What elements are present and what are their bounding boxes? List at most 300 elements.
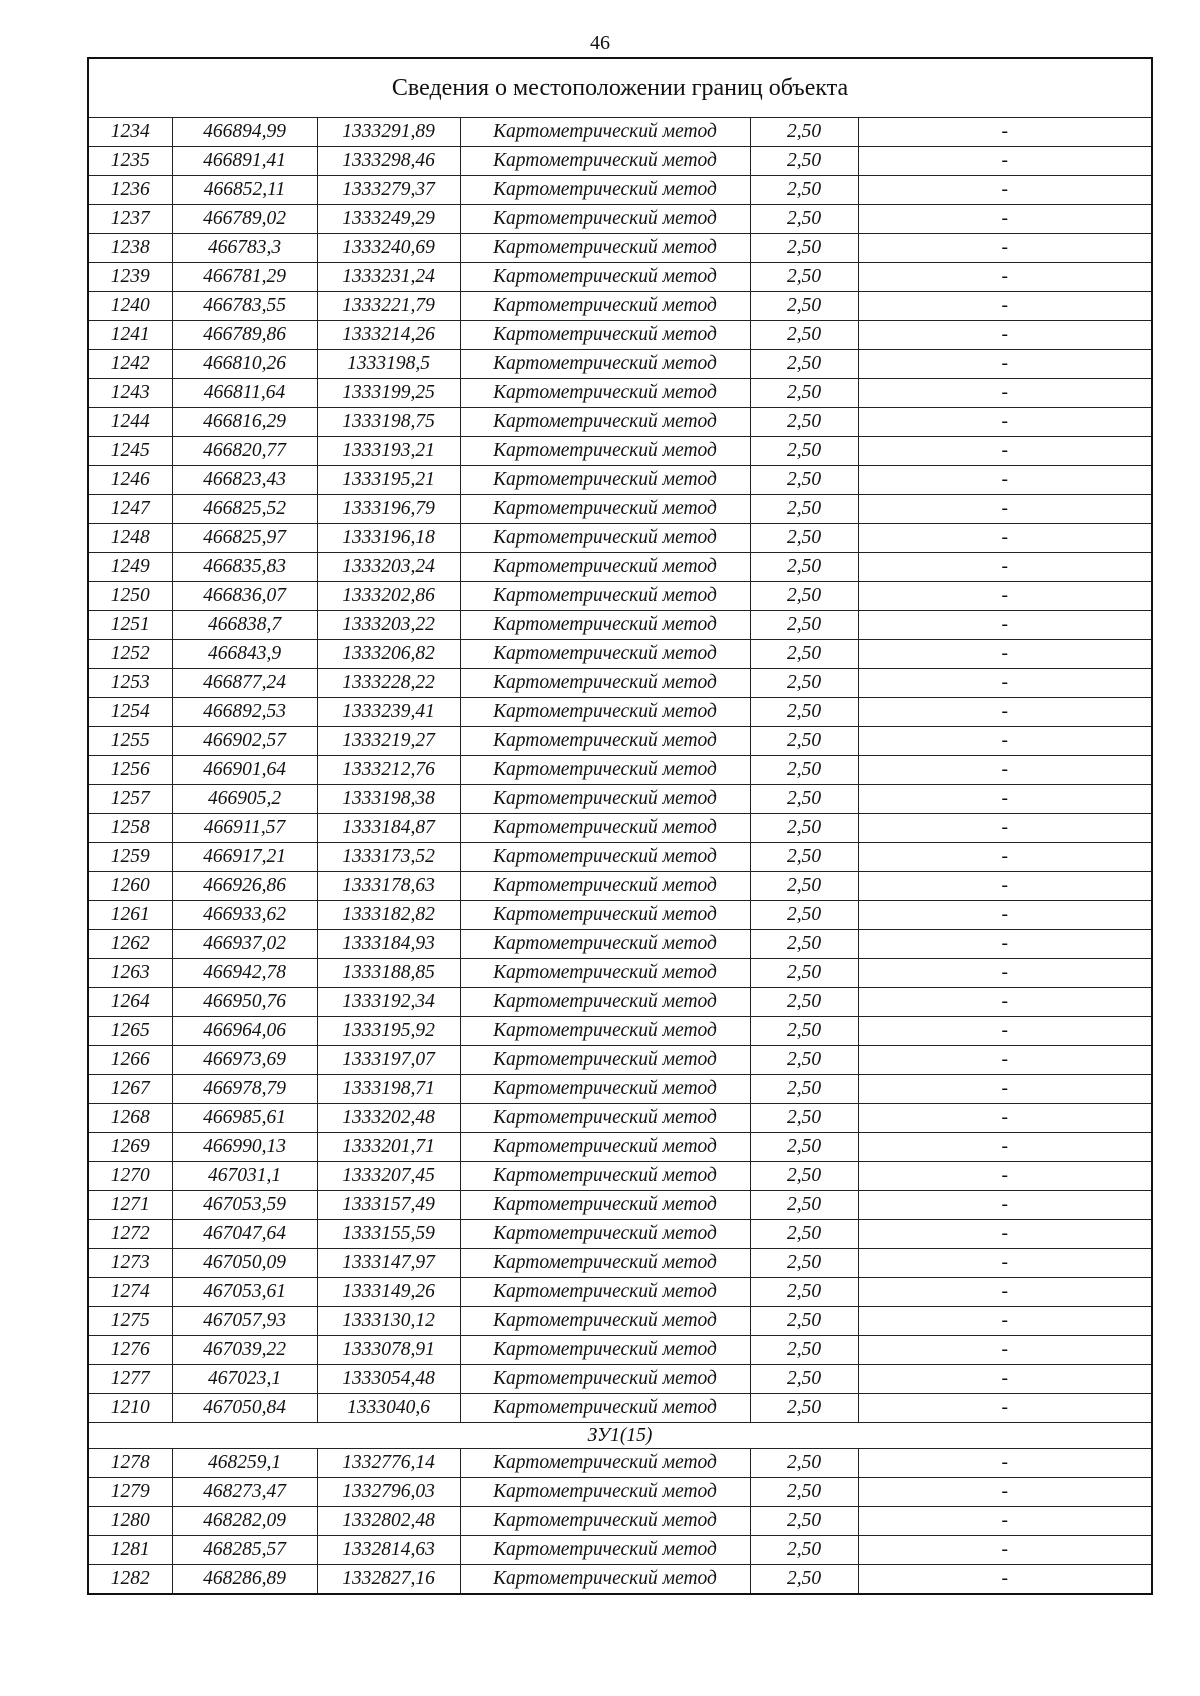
y-coordinate-cell: 1333184,87 [317, 814, 460, 843]
accuracy-cell: 2,50 [750, 292, 858, 321]
point-number-cell: 1248 [88, 524, 172, 553]
x-coordinate-cell: 466937,02 [172, 930, 317, 959]
table-row [88, 553, 1152, 582]
x-coordinate-cell: 466781,29 [172, 263, 317, 292]
y-coordinate-cell: 1333188,85 [317, 959, 460, 988]
description-cell: - [858, 872, 1152, 901]
description-cell: - [858, 698, 1152, 727]
method-cell: Картометрический метод [460, 466, 750, 495]
y-coordinate-cell: 1332796,03 [317, 1478, 460, 1507]
point-number-cell: 1242 [88, 350, 172, 379]
point-number-cell: 1234 [88, 118, 172, 147]
method-cell: Картометрический метод [460, 1104, 750, 1133]
y-coordinate-cell: 1333221,79 [317, 292, 460, 321]
table-row [88, 524, 1152, 553]
accuracy-cell: 2,50 [750, 988, 858, 1017]
y-coordinate-cell: 1333198,38 [317, 785, 460, 814]
point-number-cell: 1281 [88, 1536, 172, 1565]
accuracy-cell: 2,50 [750, 321, 858, 350]
y-coordinate-cell: 1333193,21 [317, 437, 460, 466]
description-cell: - [858, 1075, 1152, 1104]
description-cell: - [858, 118, 1152, 147]
x-coordinate-cell: 466901,64 [172, 756, 317, 785]
table-row [88, 263, 1152, 292]
accuracy-cell: 2,50 [750, 263, 858, 292]
accuracy-cell: 2,50 [750, 1565, 858, 1595]
method-cell: Картометрический метод [460, 1249, 750, 1278]
method-cell: Картометрический метод [460, 321, 750, 350]
y-coordinate-cell: 1333202,86 [317, 582, 460, 611]
y-coordinate-cell: 1333291,89 [317, 118, 460, 147]
description-cell: - [858, 1133, 1152, 1162]
accuracy-cell: 2,50 [750, 1336, 858, 1365]
x-coordinate-cell: 466933,62 [172, 901, 317, 930]
x-coordinate-cell: 466835,83 [172, 553, 317, 582]
table-row [88, 1507, 1152, 1536]
table-row [88, 1162, 1152, 1191]
table-row [88, 1394, 1152, 1423]
table-row [88, 1449, 1152, 1478]
table-row [88, 611, 1152, 640]
x-coordinate-cell: 467047,64 [172, 1220, 317, 1249]
accuracy-cell: 2,50 [750, 437, 858, 466]
point-number-cell: 1240 [88, 292, 172, 321]
method-cell: Картометрический метод [460, 350, 750, 379]
accuracy-cell: 2,50 [750, 1394, 858, 1423]
description-cell: - [858, 321, 1152, 350]
method-cell: Картометрический метод [460, 727, 750, 756]
point-number-cell: 1244 [88, 408, 172, 437]
description-cell: - [858, 611, 1152, 640]
accuracy-cell: 2,50 [750, 466, 858, 495]
point-number-cell: 1267 [88, 1075, 172, 1104]
table-row [88, 437, 1152, 466]
table-row [88, 1307, 1152, 1336]
point-number-cell: 1273 [88, 1249, 172, 1278]
y-coordinate-cell: 1333198,75 [317, 408, 460, 437]
method-cell: Картометрический метод [460, 1017, 750, 1046]
x-coordinate-cell: 466825,97 [172, 524, 317, 553]
point-number-cell: 1253 [88, 669, 172, 698]
method-cell: Картометрический метод [460, 959, 750, 988]
table-row [88, 698, 1152, 727]
table-row [88, 756, 1152, 785]
y-coordinate-cell: 1332827,16 [317, 1565, 460, 1595]
y-coordinate-cell: 1333279,37 [317, 176, 460, 205]
y-coordinate-cell: 1333196,18 [317, 524, 460, 553]
accuracy-cell: 2,50 [750, 901, 858, 930]
y-coordinate-cell: 1332802,48 [317, 1507, 460, 1536]
description-cell: - [858, 1449, 1152, 1478]
method-cell: Картометрический метод [460, 1336, 750, 1365]
table-row [88, 408, 1152, 437]
point-number-cell: 1235 [88, 147, 172, 176]
table-row [88, 466, 1152, 495]
table-row [88, 234, 1152, 263]
table-header [88, 58, 1152, 118]
description-cell: - [858, 959, 1152, 988]
point-number-cell: 1256 [88, 756, 172, 785]
description-cell: - [858, 1220, 1152, 1249]
description-cell: - [858, 1565, 1152, 1595]
description-cell: - [858, 1104, 1152, 1133]
point-number-cell: 1269 [88, 1133, 172, 1162]
accuracy-cell: 2,50 [750, 553, 858, 582]
method-cell: Картометрический метод [460, 901, 750, 930]
method-cell: Картометрический метод [460, 1278, 750, 1307]
point-number-cell: 1272 [88, 1220, 172, 1249]
table-row [88, 1191, 1152, 1220]
accuracy-cell: 2,50 [750, 350, 858, 379]
method-cell: Картометрический метод [460, 1565, 750, 1595]
point-number-cell: 1280 [88, 1507, 172, 1536]
accuracy-cell: 2,50 [750, 1536, 858, 1565]
method-cell: Картометрический метод [460, 263, 750, 292]
y-coordinate-cell: 1332776,14 [317, 1449, 460, 1478]
method-cell: Картометрический метод [460, 843, 750, 872]
description-cell: - [858, 1394, 1152, 1423]
y-coordinate-cell: 1333198,71 [317, 1075, 460, 1104]
method-cell: Картометрический метод [460, 1191, 750, 1220]
y-coordinate-cell: 1333239,41 [317, 698, 460, 727]
accuracy-cell: 2,50 [750, 147, 858, 176]
x-coordinate-cell: 466911,57 [172, 814, 317, 843]
table-row [88, 350, 1152, 379]
description-cell: - [858, 756, 1152, 785]
description-cell: - [858, 669, 1152, 698]
x-coordinate-cell: 466843,9 [172, 640, 317, 669]
accuracy-cell: 2,50 [750, 234, 858, 263]
x-coordinate-cell: 466902,57 [172, 727, 317, 756]
x-coordinate-cell: 466820,77 [172, 437, 317, 466]
x-coordinate-cell: 466894,99 [172, 118, 317, 147]
y-coordinate-cell: 1333182,82 [317, 901, 460, 930]
point-number-cell: 1277 [88, 1365, 172, 1394]
point-number-cell: 1271 [88, 1191, 172, 1220]
description-cell: - [858, 495, 1152, 524]
x-coordinate-cell: 466926,86 [172, 872, 317, 901]
point-number-cell: 1258 [88, 814, 172, 843]
point-number-cell: 1245 [88, 437, 172, 466]
y-coordinate-cell: 1333195,21 [317, 466, 460, 495]
point-number-cell: 1260 [88, 872, 172, 901]
section-row [88, 1423, 1152, 1449]
point-number-cell: 1274 [88, 1278, 172, 1307]
accuracy-cell: 2,50 [750, 1075, 858, 1104]
table-row [88, 176, 1152, 205]
y-coordinate-cell: 1333214,26 [317, 321, 460, 350]
table-row [88, 1220, 1152, 1249]
x-coordinate-cell: 466823,43 [172, 466, 317, 495]
y-coordinate-cell: 1333184,93 [317, 930, 460, 959]
x-coordinate-cell: 468286,89 [172, 1565, 317, 1595]
method-cell: Картометрический метод [460, 611, 750, 640]
description-cell: - [858, 379, 1152, 408]
point-number-cell: 1275 [88, 1307, 172, 1336]
table-row [88, 930, 1152, 959]
accuracy-cell: 2,50 [750, 495, 858, 524]
accuracy-cell: 2,50 [750, 1220, 858, 1249]
description-cell: - [858, 263, 1152, 292]
table-row [88, 1249, 1152, 1278]
accuracy-cell: 2,50 [750, 727, 858, 756]
accuracy-cell: 2,50 [750, 1017, 858, 1046]
y-coordinate-cell: 1333219,27 [317, 727, 460, 756]
description-cell: - [858, 1365, 1152, 1394]
x-coordinate-cell: 466964,06 [172, 1017, 317, 1046]
y-coordinate-cell: 1333198,5 [317, 350, 460, 379]
accuracy-cell: 2,50 [750, 1191, 858, 1220]
method-cell: Картометрический метод [460, 118, 750, 147]
description-cell: - [858, 350, 1152, 379]
method-cell: Картометрический метод [460, 234, 750, 263]
description-cell: - [858, 843, 1152, 872]
table-row [88, 582, 1152, 611]
y-coordinate-cell: 1333203,24 [317, 553, 460, 582]
method-cell: Картометрический метод [460, 408, 750, 437]
accuracy-cell: 2,50 [750, 176, 858, 205]
point-number-cell: 1210 [88, 1394, 172, 1423]
description-cell: - [858, 814, 1152, 843]
table-row [88, 843, 1152, 872]
accuracy-cell: 2,50 [750, 582, 858, 611]
x-coordinate-cell: 467023,1 [172, 1365, 317, 1394]
method-cell: Картометрический метод [460, 814, 750, 843]
table-row [88, 1365, 1152, 1394]
y-coordinate-cell: 1333078,91 [317, 1336, 460, 1365]
point-number-cell: 1264 [88, 988, 172, 1017]
x-coordinate-cell: 467053,59 [172, 1191, 317, 1220]
y-coordinate-cell: 1333155,59 [317, 1220, 460, 1249]
x-coordinate-cell: 468285,57 [172, 1536, 317, 1565]
description-cell: - [858, 1191, 1152, 1220]
accuracy-cell: 2,50 [750, 1133, 858, 1162]
description-cell: - [858, 147, 1152, 176]
point-number-cell: 1255 [88, 727, 172, 756]
method-cell: Картометрический метод [460, 437, 750, 466]
method-cell: Картометрический метод [460, 1075, 750, 1104]
x-coordinate-cell: 467050,84 [172, 1394, 317, 1423]
point-number-cell: 1270 [88, 1162, 172, 1191]
y-coordinate-cell: 1333192,34 [317, 988, 460, 1017]
x-coordinate-cell: 466810,26 [172, 350, 317, 379]
y-coordinate-cell: 1333231,24 [317, 263, 460, 292]
point-number-cell: 1266 [88, 1046, 172, 1075]
description-cell: - [858, 176, 1152, 205]
method-cell: Картометрический метод [460, 205, 750, 234]
method-cell: Картометрический метод [460, 1365, 750, 1394]
x-coordinate-cell: 466973,69 [172, 1046, 317, 1075]
table-row [88, 1104, 1152, 1133]
description-cell: - [858, 901, 1152, 930]
y-coordinate-cell: 1333206,82 [317, 640, 460, 669]
x-coordinate-cell: 466905,2 [172, 785, 317, 814]
point-number-cell: 1257 [88, 785, 172, 814]
table-row [88, 1565, 1152, 1595]
y-coordinate-cell: 1333202,48 [317, 1104, 460, 1133]
accuracy-cell: 2,50 [750, 1507, 858, 1536]
y-coordinate-cell: 1333249,29 [317, 205, 460, 234]
description-cell: - [858, 524, 1152, 553]
method-cell: Картометрический метод [460, 379, 750, 408]
section-label: ЗУ1(15) [88, 1423, 1152, 1449]
table-row [88, 669, 1152, 698]
description-cell: - [858, 1046, 1152, 1075]
x-coordinate-cell: 466816,29 [172, 408, 317, 437]
method-cell: Картометрический метод [460, 147, 750, 176]
table-body [88, 118, 1152, 1595]
x-coordinate-cell: 466789,86 [172, 321, 317, 350]
x-coordinate-cell: 466811,64 [172, 379, 317, 408]
description-cell: - [858, 1478, 1152, 1507]
table-row [88, 1478, 1152, 1507]
method-cell: Картометрический метод [460, 495, 750, 524]
table-row [88, 147, 1152, 176]
point-number-cell: 1263 [88, 959, 172, 988]
accuracy-cell: 2,50 [750, 814, 858, 843]
table-title: Сведения о местоположении границ объекта [88, 58, 1152, 118]
point-number-cell: 1249 [88, 553, 172, 582]
table-row [88, 1133, 1152, 1162]
point-number-cell: 1282 [88, 1565, 172, 1595]
accuracy-cell: 2,50 [750, 698, 858, 727]
x-coordinate-cell: 466950,76 [172, 988, 317, 1017]
x-coordinate-cell: 466852,11 [172, 176, 317, 205]
method-cell: Картометрический метод [460, 1478, 750, 1507]
table-row [88, 292, 1152, 321]
accuracy-cell: 2,50 [750, 1449, 858, 1478]
y-coordinate-cell: 1333054,48 [317, 1365, 460, 1394]
method-cell: Картометрический метод [460, 524, 750, 553]
y-coordinate-cell: 1333199,25 [317, 379, 460, 408]
table-row [88, 1536, 1152, 1565]
accuracy-cell: 2,50 [750, 640, 858, 669]
point-number-cell: 1243 [88, 379, 172, 408]
accuracy-cell: 2,50 [750, 408, 858, 437]
x-coordinate-cell: 466838,7 [172, 611, 317, 640]
table-row [88, 1278, 1152, 1307]
point-number-cell: 1247 [88, 495, 172, 524]
x-coordinate-cell: 466789,02 [172, 205, 317, 234]
table-title-row [88, 58, 1152, 118]
point-number-cell: 1265 [88, 1017, 172, 1046]
point-number-cell: 1262 [88, 930, 172, 959]
method-cell: Картометрический метод [460, 1536, 750, 1565]
accuracy-cell: 2,50 [750, 1249, 858, 1278]
accuracy-cell: 2,50 [750, 379, 858, 408]
y-coordinate-cell: 1333147,97 [317, 1249, 460, 1278]
table-row [88, 640, 1152, 669]
x-coordinate-cell: 468259,1 [172, 1449, 317, 1478]
accuracy-cell: 2,50 [750, 785, 858, 814]
method-cell: Картометрический метод [460, 1046, 750, 1075]
x-coordinate-cell: 466783,55 [172, 292, 317, 321]
x-coordinate-cell: 467031,1 [172, 1162, 317, 1191]
accuracy-cell: 2,50 [750, 1278, 858, 1307]
table-row [88, 959, 1152, 988]
point-number-cell: 1236 [88, 176, 172, 205]
point-number-cell: 1259 [88, 843, 172, 872]
x-coordinate-cell: 466891,41 [172, 147, 317, 176]
x-coordinate-cell: 468273,47 [172, 1478, 317, 1507]
point-number-cell: 1261 [88, 901, 172, 930]
table-row [88, 1046, 1152, 1075]
accuracy-cell: 2,50 [750, 959, 858, 988]
point-number-cell: 1250 [88, 582, 172, 611]
accuracy-cell: 2,50 [750, 756, 858, 785]
x-coordinate-cell: 466783,3 [172, 234, 317, 263]
accuracy-cell: 2,50 [750, 205, 858, 234]
point-number-cell: 1251 [88, 611, 172, 640]
description-cell: - [858, 727, 1152, 756]
y-coordinate-cell: 1333157,49 [317, 1191, 460, 1220]
table-row [88, 495, 1152, 524]
description-cell: - [858, 1162, 1152, 1191]
x-coordinate-cell: 468282,09 [172, 1507, 317, 1536]
accuracy-cell: 2,50 [750, 669, 858, 698]
accuracy-cell: 2,50 [750, 930, 858, 959]
description-cell: - [858, 408, 1152, 437]
point-number-cell: 1241 [88, 321, 172, 350]
method-cell: Картометрический метод [460, 872, 750, 901]
method-cell: Картометрический метод [460, 1220, 750, 1249]
y-coordinate-cell: 1333201,71 [317, 1133, 460, 1162]
method-cell: Картометрический метод [460, 756, 750, 785]
x-coordinate-cell: 467050,09 [172, 1249, 317, 1278]
description-cell: - [858, 1278, 1152, 1307]
x-coordinate-cell: 467039,22 [172, 1336, 317, 1365]
description-cell: - [858, 640, 1152, 669]
description-cell: - [858, 1336, 1152, 1365]
method-cell: Картометрический метод [460, 930, 750, 959]
y-coordinate-cell: 1333197,07 [317, 1046, 460, 1075]
method-cell: Картометрический метод [460, 669, 750, 698]
accuracy-cell: 2,50 [750, 843, 858, 872]
y-coordinate-cell: 1333240,69 [317, 234, 460, 263]
description-cell: - [858, 466, 1152, 495]
method-cell: Картометрический метод [460, 1394, 750, 1423]
accuracy-cell: 2,50 [750, 1365, 858, 1394]
table-row [88, 814, 1152, 843]
y-coordinate-cell: 1333178,63 [317, 872, 460, 901]
y-coordinate-cell: 1333173,52 [317, 843, 460, 872]
method-cell: Картометрический метод [460, 1307, 750, 1336]
method-cell: Картометрический метод [460, 1133, 750, 1162]
x-coordinate-cell: 466836,07 [172, 582, 317, 611]
y-coordinate-cell: 1333203,22 [317, 611, 460, 640]
x-coordinate-cell: 466877,24 [172, 669, 317, 698]
accuracy-cell: 2,50 [750, 1104, 858, 1133]
point-number-cell: 1252 [88, 640, 172, 669]
method-cell: Картометрический метод [460, 1449, 750, 1478]
description-cell: - [858, 785, 1152, 814]
table-row [88, 872, 1152, 901]
y-coordinate-cell: 1333228,22 [317, 669, 460, 698]
description-cell: - [858, 234, 1152, 263]
y-coordinate-cell: 1333298,46 [317, 147, 460, 176]
boundary-coordinates-table [87, 57, 1153, 1595]
description-cell: - [858, 1017, 1152, 1046]
description-cell: - [858, 437, 1152, 466]
x-coordinate-cell: 466990,13 [172, 1133, 317, 1162]
method-cell: Картометрический метод [460, 640, 750, 669]
y-coordinate-cell: 1333196,79 [317, 495, 460, 524]
x-coordinate-cell: 466917,21 [172, 843, 317, 872]
description-cell: - [858, 988, 1152, 1017]
table-row [88, 727, 1152, 756]
description-cell: - [858, 1249, 1152, 1278]
y-coordinate-cell: 1333040,6 [317, 1394, 460, 1423]
